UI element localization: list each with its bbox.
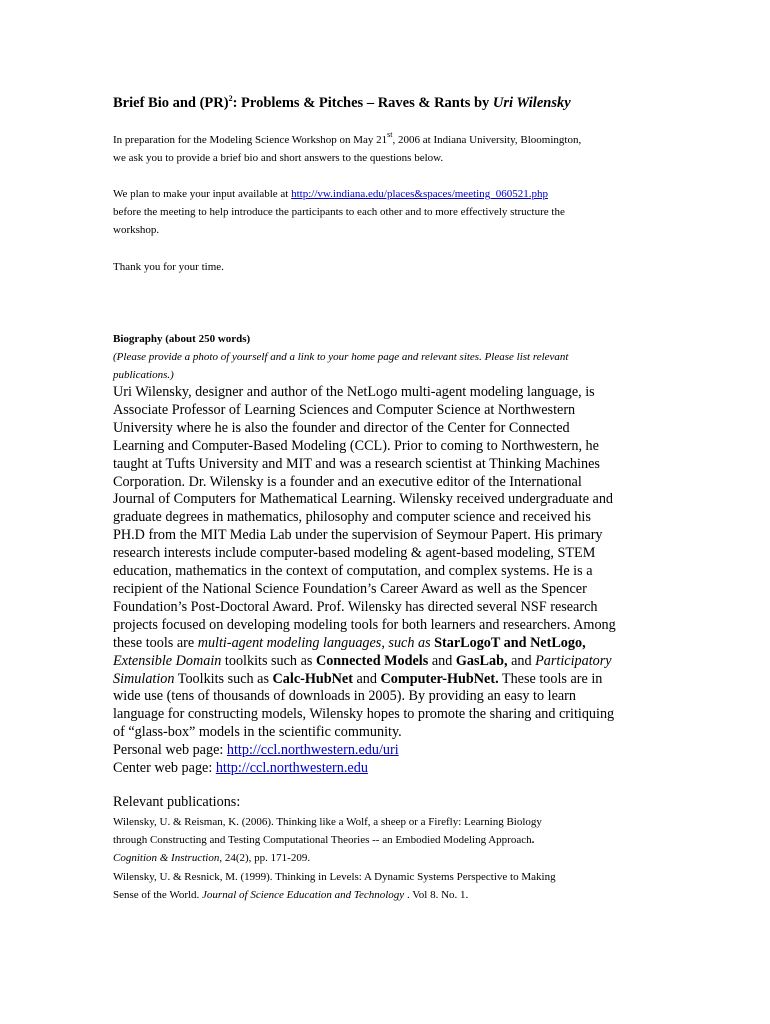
intro-line: In preparation for the Modeling Science Workshop on May 21st, 2006 at Indiana University, Bloomington, bbox=[113, 130, 582, 146]
personal-web-link[interactable]: http://ccl.northwestern.edu/uri bbox=[226, 742, 399, 759]
personal-web-page: Personal web page: http://ccl.northwestern.edu/uri bbox=[113, 742, 399, 759]
bio-line: graduate degrees in mathematics, philosophy and computer science and received his bbox=[113, 509, 591, 526]
title-author: Uri Wilensky bbox=[492, 95, 571, 111]
center-web-link[interactable]: http://ccl.northwestern.edu bbox=[215, 760, 368, 777]
title-text: Brief Bio and (PR) bbox=[113, 95, 229, 111]
biography-heading: Biography (about 250 words) bbox=[113, 333, 251, 345]
page-title bbox=[113, 94, 693, 112]
bio-line: PH.D from the MIT Media Lab under the supervision of Seymour Papert. His primary bbox=[113, 527, 603, 544]
publication-entry: Wilensky, U. & Reisman, K. (2006). Thinking like a Wolf, a sheep or a Firefly: Learning Biology through Constructing and Testing Computational Theories -- an Embodied Modeling Approach. Cognition & Instruction, 24(2), pp. 171-209. bbox=[113, 816, 542, 864]
bio-line: taught at Tufts University and MIT and was a research scientist at Thinking Machines bbox=[113, 455, 600, 472]
bio-line: projects focused on developing modeling tools for both learners and researchers. Among bbox=[113, 616, 616, 633]
intro-paragraph bbox=[113, 131, 693, 167]
bio-line: Extensible Domain toolkits such as Connected Models and GasLab, and Participatory bbox=[113, 652, 612, 669]
title-superscript: 2 bbox=[228, 94, 233, 103]
publications-list bbox=[113, 813, 713, 904]
bio-line: wide use (tens of thousands of downloads in 2005). By providing an easy to learn bbox=[113, 688, 576, 705]
title-subtitle: : Problems & Pitches – Raves & Rants by bbox=[232, 95, 493, 111]
bio-line: Uri Wilensky, designer and author of the NetLogo multi-agent modeling language, is bbox=[113, 384, 595, 400]
availability-line: workshop. bbox=[113, 224, 160, 236]
bio-line: Foundation’s Post-Doctoral Award. Prof. Wilensky has directed several NSF research bbox=[113, 598, 598, 615]
bio-line: Corporation. Dr. Wilensky is a founder and an executive editor of the International bbox=[113, 473, 582, 490]
bio-line: Learning and Computer-Based Modeling (CCL). Prior to coming to Northwestern, he bbox=[113, 437, 599, 454]
intro-line: we ask you to provide a brief bio and short answers to the questions below. bbox=[113, 152, 444, 164]
availability-line: before the meeting to help introduce the participants to each other and to more effectively structure the bbox=[113, 206, 565, 218]
publication-entry: Wilensky, U. & Resnick, M. (1999). Thinking in Levels: A Dynamic Systems Perspective to Making Sense of the World. Journal of Science Education and Technology . Vol 8. No. 1. bbox=[113, 871, 556, 901]
thank-you-text: Thank you for your time. bbox=[113, 261, 224, 273]
bio-line: Associate Professor of Learning Sciences and Computer Science at Northwestern bbox=[113, 401, 576, 418]
meeting-link[interactable]: http://vw.indiana.edu/places&spaces/meeting_060521.php bbox=[291, 188, 548, 200]
publications-heading: Relevant publications: bbox=[113, 794, 241, 810]
bio-line: University where he is also the founder and director of the Center for Connected bbox=[113, 419, 570, 436]
biography-body bbox=[113, 384, 693, 778]
bio-line: research interests include computer-based modeling & agent-based modeling, STEM bbox=[113, 545, 596, 562]
bio-line: Journal of Computers for Mathematical Learning. Wilensky received undergraduate and bbox=[113, 491, 614, 508]
input-availability-paragraph bbox=[113, 185, 693, 239]
bio-line: of “glass-box” models in the scientific community. bbox=[113, 724, 402, 741]
biography-instructions: (Please provide a photo of yourself and a link to your home page and relevant sites. Please list relevant publications.) bbox=[113, 351, 569, 381]
bio-line: Simulation Toolkits such as Calc-HubNet and Computer-HubNet. These tools are in bbox=[113, 670, 603, 687]
bio-line: recipient of the National Science Foundation’s Career Award as well as the Spencer bbox=[113, 580, 587, 597]
bio-line: language for constructing models, Wilensky hopes to promote the sharing and critiquing bbox=[113, 706, 615, 723]
center-web-page: Center web page: http://ccl.northwestern.edu bbox=[113, 760, 368, 777]
bio-line: education, mathematics in the context of computation, and complex systems. He is a bbox=[113, 563, 593, 580]
bio-line: these tools are multi-agent modeling languages, such as StarLogoT and NetLogo, bbox=[113, 634, 586, 651]
availability-line: We plan to make your input available at http://vw.indiana.edu/places&spaces/meeting_060521.php bbox=[113, 188, 548, 200]
